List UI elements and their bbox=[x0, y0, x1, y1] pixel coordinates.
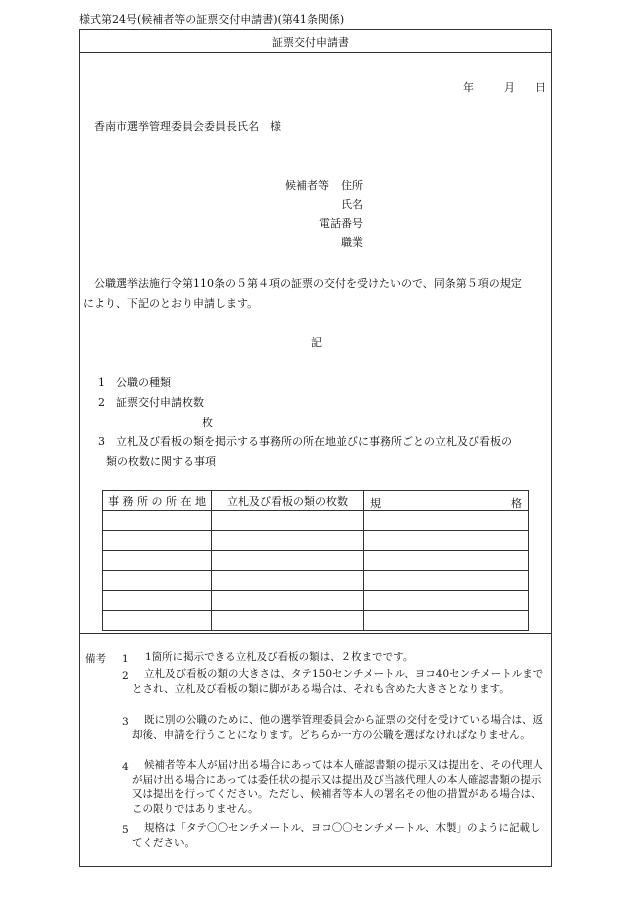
note-3-number: 3 bbox=[122, 716, 129, 728]
table-row bbox=[103, 531, 529, 551]
cell-spec[interactable] bbox=[364, 591, 529, 611]
cell-count[interactable] bbox=[212, 551, 364, 571]
note-4-text: 候補者等本人が届け出る場合にあっては本人確認書類の提示又は提出を、その代理人が届け出る場合にあっては委任状の提示又は提出及び当該代理人の本人確認書類の提示又は提出を行ってください。ただし、候補者等本人の署名その他の措置がある場合は、この限りではありません。 bbox=[132, 759, 543, 815]
table-row bbox=[103, 591, 529, 611]
cell-spec[interactable] bbox=[364, 611, 529, 631]
cell-count[interactable] bbox=[212, 511, 364, 531]
form-title: 証票交付申請書 bbox=[272, 36, 349, 49]
header-signboard-count: 立札及び看板の類の枚数 bbox=[212, 491, 364, 511]
cell-spec[interactable] bbox=[364, 551, 529, 571]
cell-spec[interactable] bbox=[364, 571, 529, 591]
cell-location[interactable] bbox=[103, 591, 212, 611]
notes-divider bbox=[79, 633, 552, 634]
note-4-number: 4 bbox=[122, 761, 129, 773]
signboard-table bbox=[102, 490, 529, 631]
item-application-count: 2 証票交付申請枚数 bbox=[98, 396, 204, 409]
cell-spec[interactable] bbox=[364, 531, 529, 551]
note-2-number: 2 bbox=[122, 670, 129, 682]
applicant-phone-label: 電話番号 bbox=[319, 217, 363, 230]
header-office-location: 事 務 所 の 所 在 地 bbox=[103, 491, 212, 511]
title-divider bbox=[79, 52, 552, 53]
header-spec-right: 格 bbox=[511, 497, 522, 510]
applicant-prefix: 候補者等 bbox=[285, 179, 329, 192]
body-text-line1: 公職選挙法施行令第110条の５第４項の証票の交付を受けたいので、同条第５項の規定 bbox=[94, 277, 522, 290]
form-number-header: 様式第24号(候補者等の証票交付申請書)(第41条関係) bbox=[79, 13, 345, 26]
applicant-address-label: 住所 bbox=[341, 179, 363, 192]
cell-location[interactable] bbox=[103, 611, 212, 631]
table-row bbox=[103, 611, 529, 631]
cell-location[interactable] bbox=[103, 571, 212, 591]
note-5-text: 規格は「タテ〇〇センチメートル、ヨコ〇〇センチメートル、木製」のように記載してください。 bbox=[132, 822, 541, 849]
table-header-row bbox=[103, 491, 529, 511]
item-count-unit: 枚 bbox=[202, 416, 213, 429]
item-office-type: 1 公職の種類 bbox=[98, 376, 171, 389]
item-signboard-line2: 類の枚数に関する事項 bbox=[106, 455, 216, 468]
item-signboard-line1: 3 立札及び看板の類を掲示する事務所の所在地並びに事務所ごとの立札及び看板の bbox=[98, 435, 512, 448]
addressee: 香南市選挙管理委員会委員長氏名 様 bbox=[94, 120, 281, 133]
note-2-text: 立札及び看板の類の大きさは、タテ150センチメートル、ヨコ40センチメートルまでとされ、立札及び看板の類に脚がある場合は、それも含めた大きさとなります。 bbox=[132, 668, 544, 695]
ki-heading: 記 bbox=[311, 336, 322, 349]
note-3-text: 既に別の公職のために、他の選挙管理委員会から証票の交付を受けている場合は、返却後、申請を行うことになります。どちらか一方の公職を選ばなければなりません。 bbox=[132, 714, 543, 741]
date-day: 日 bbox=[535, 81, 546, 94]
notes-label: 備考 bbox=[85, 653, 106, 665]
body-text-line2: により、下記のとおり申請します。 bbox=[83, 297, 259, 310]
date-year: 年 bbox=[463, 81, 474, 94]
cell-count[interactable] bbox=[212, 591, 364, 611]
note-1-text: 1箇所に掲示できる立札及び看板の類は、２枚までです。 bbox=[145, 651, 414, 663]
table-row bbox=[103, 551, 529, 571]
date-month: 月 bbox=[504, 81, 515, 94]
header-specification bbox=[364, 491, 529, 511]
cell-location[interactable] bbox=[103, 531, 212, 551]
note-1-number: 1 bbox=[122, 653, 129, 665]
table-row bbox=[103, 511, 529, 531]
cell-count[interactable] bbox=[212, 571, 364, 591]
table-row bbox=[103, 571, 529, 591]
cell-location[interactable] bbox=[103, 511, 212, 531]
note-5-number: 5 bbox=[122, 824, 129, 836]
cell-count[interactable] bbox=[212, 531, 364, 551]
cell-spec[interactable] bbox=[364, 511, 529, 531]
applicant-occupation-label: 職業 bbox=[341, 236, 363, 249]
cell-count[interactable] bbox=[212, 611, 364, 631]
header-spec-left: 規 bbox=[370, 497, 381, 510]
cell-location[interactable] bbox=[103, 551, 212, 571]
applicant-name-label: 氏名 bbox=[341, 198, 363, 211]
